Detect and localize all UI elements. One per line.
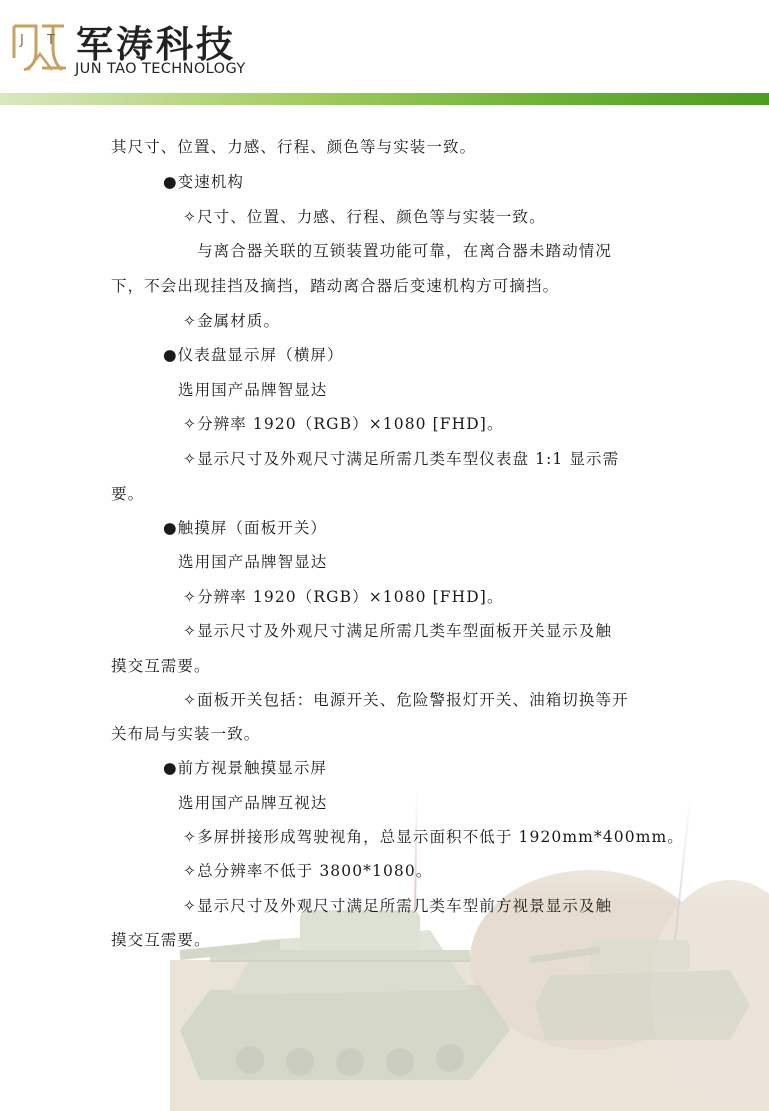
logo-letter-t: T <box>47 33 55 48</box>
text-line: ✧显示尺寸及外观尺寸满足所需几类车型面板开关显示及触 <box>183 622 613 640</box>
logo-letter-j: J <box>20 33 24 48</box>
text-line: 要。 <box>111 485 145 503</box>
junta-logo-icon <box>10 22 68 74</box>
text-line: ✧多屏拼接形成驾驶视角，总显示面积不低于 1920mm*400mm。 <box>183 828 684 846</box>
text-line: ✧尺寸、位置、力感、行程、颜色等与实装一致。 <box>183 208 546 226</box>
text-line: 下，不会出现挂挡及摘挡，踏动离合器后变速机构方可摘挡。 <box>111 277 560 295</box>
section-heading-dashboard-display: ●仪表盘显示屏（横屏） <box>163 346 344 364</box>
page-header <box>0 0 769 106</box>
text-line: 关布局与实装一致。 <box>111 725 261 743</box>
text-line: ✧分辨率 1920（RGB）×1080 [FHD]。 <box>183 415 504 433</box>
text-line: ✧显示尺寸及外观尺寸满足所需几类车型前方视景显示及触 <box>183 897 613 915</box>
text-line: ✧显示尺寸及外观尺寸满足所需几类车型仪表盘 1:1 显示需 <box>183 450 620 468</box>
text-line: 其尺寸、位置、力感、行程、颜色等与实装一致。 <box>111 138 477 156</box>
text-line: ✧分辨率 1920（RGB）×1080 [FHD]。 <box>183 588 504 606</box>
text-line: ✧金属材质。 <box>183 312 281 330</box>
header-green-bar <box>0 93 769 105</box>
text-line: 摸交互需要。 <box>111 931 211 949</box>
brand-name-cn: 军涛科技 <box>76 23 236 66</box>
text-line: 选用国产品牌互视达 <box>178 794 328 812</box>
text-line: ✧总分辨率不低于 3800*1080。 <box>183 862 433 880</box>
text-line: 选用国产品牌智显达 <box>178 553 328 571</box>
section-heading-transmission: ●变速机构 <box>163 173 245 191</box>
text-line: 与离合器关联的互锁装置功能可靠，在离合器未踏动情况 <box>197 242 613 260</box>
section-heading-touchscreen: ●触摸屏（面板开关） <box>163 519 328 537</box>
text-line: 选用国产品牌智显达 <box>178 381 328 399</box>
text-line: ✧面板开关包括：电源开关、危险警报灯开关、油箱切换等开 <box>183 691 629 709</box>
text-line: 摸交互需要。 <box>111 657 211 675</box>
brand-name-en: JUN TAO TECHNOLOGY <box>75 61 246 77</box>
section-heading-front-view-display: ●前方视景触摸显示屏 <box>163 759 328 777</box>
